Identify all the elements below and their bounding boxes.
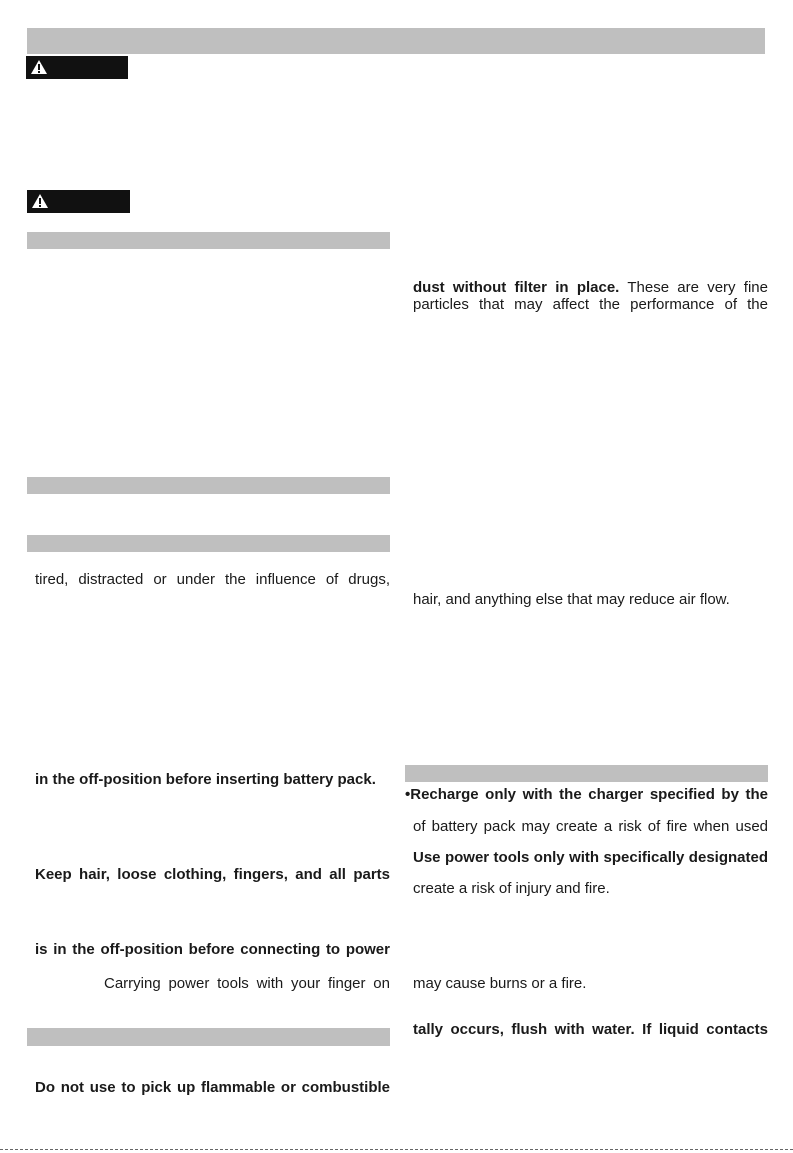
right-line-recharge: •Recharge only with the charger specified by the	[405, 786, 768, 803]
right-line-risk-injury: create a risk of injury and fire.	[413, 880, 610, 897]
right-line-use-power-tools: Use power tools only with specifically designated	[413, 849, 768, 866]
warning-badge-2	[27, 190, 130, 213]
left-section-header-bar-3	[27, 535, 390, 552]
warning-triangle-icon	[30, 59, 48, 75]
left-line-off-position-power: is in the off-position before connecting to power	[35, 941, 390, 958]
top-section-header-bar	[27, 28, 765, 54]
left-section-header-bar-2	[27, 477, 390, 494]
left-line-off-position: in the off-position before inserting battery pack.	[35, 771, 376, 788]
right-line-dust-rest: These are very fine	[619, 279, 768, 296]
right-line-hair: hair, and anything else that may reduce air flow.	[413, 591, 730, 608]
right-line-flush: tally occurs, flush with water. If liquid contacts	[413, 1021, 768, 1038]
page-bottom-rule	[0, 1149, 793, 1150]
left-line-keep-hair: Keep hair, loose clothing, fingers, and all parts	[35, 866, 390, 883]
right-line-burns: may cause burns or a fire.	[413, 975, 587, 992]
right-line-particles: particles that may affect the performance of the	[413, 296, 768, 313]
left-section-header-bar-1	[27, 232, 390, 249]
warning-triangle-icon	[31, 193, 49, 209]
right-line-battery: of battery pack may create a risk of fire when used	[413, 818, 768, 835]
right-section-header-bar	[405, 765, 768, 782]
right-line-dust-bold: dust without filter in place.	[413, 279, 620, 296]
left-section-header-bar-4	[27, 1028, 390, 1046]
right-line-dust	[413, 279, 768, 297]
warning-badge-1	[26, 56, 128, 79]
left-line-flammable: Do not use to pick up flammable or combustible	[35, 1079, 390, 1096]
left-line-carrying: Carrying power tools with your finger on	[104, 975, 390, 992]
left-line-tired: tired, distracted or under the influence of drugs,	[35, 571, 390, 588]
